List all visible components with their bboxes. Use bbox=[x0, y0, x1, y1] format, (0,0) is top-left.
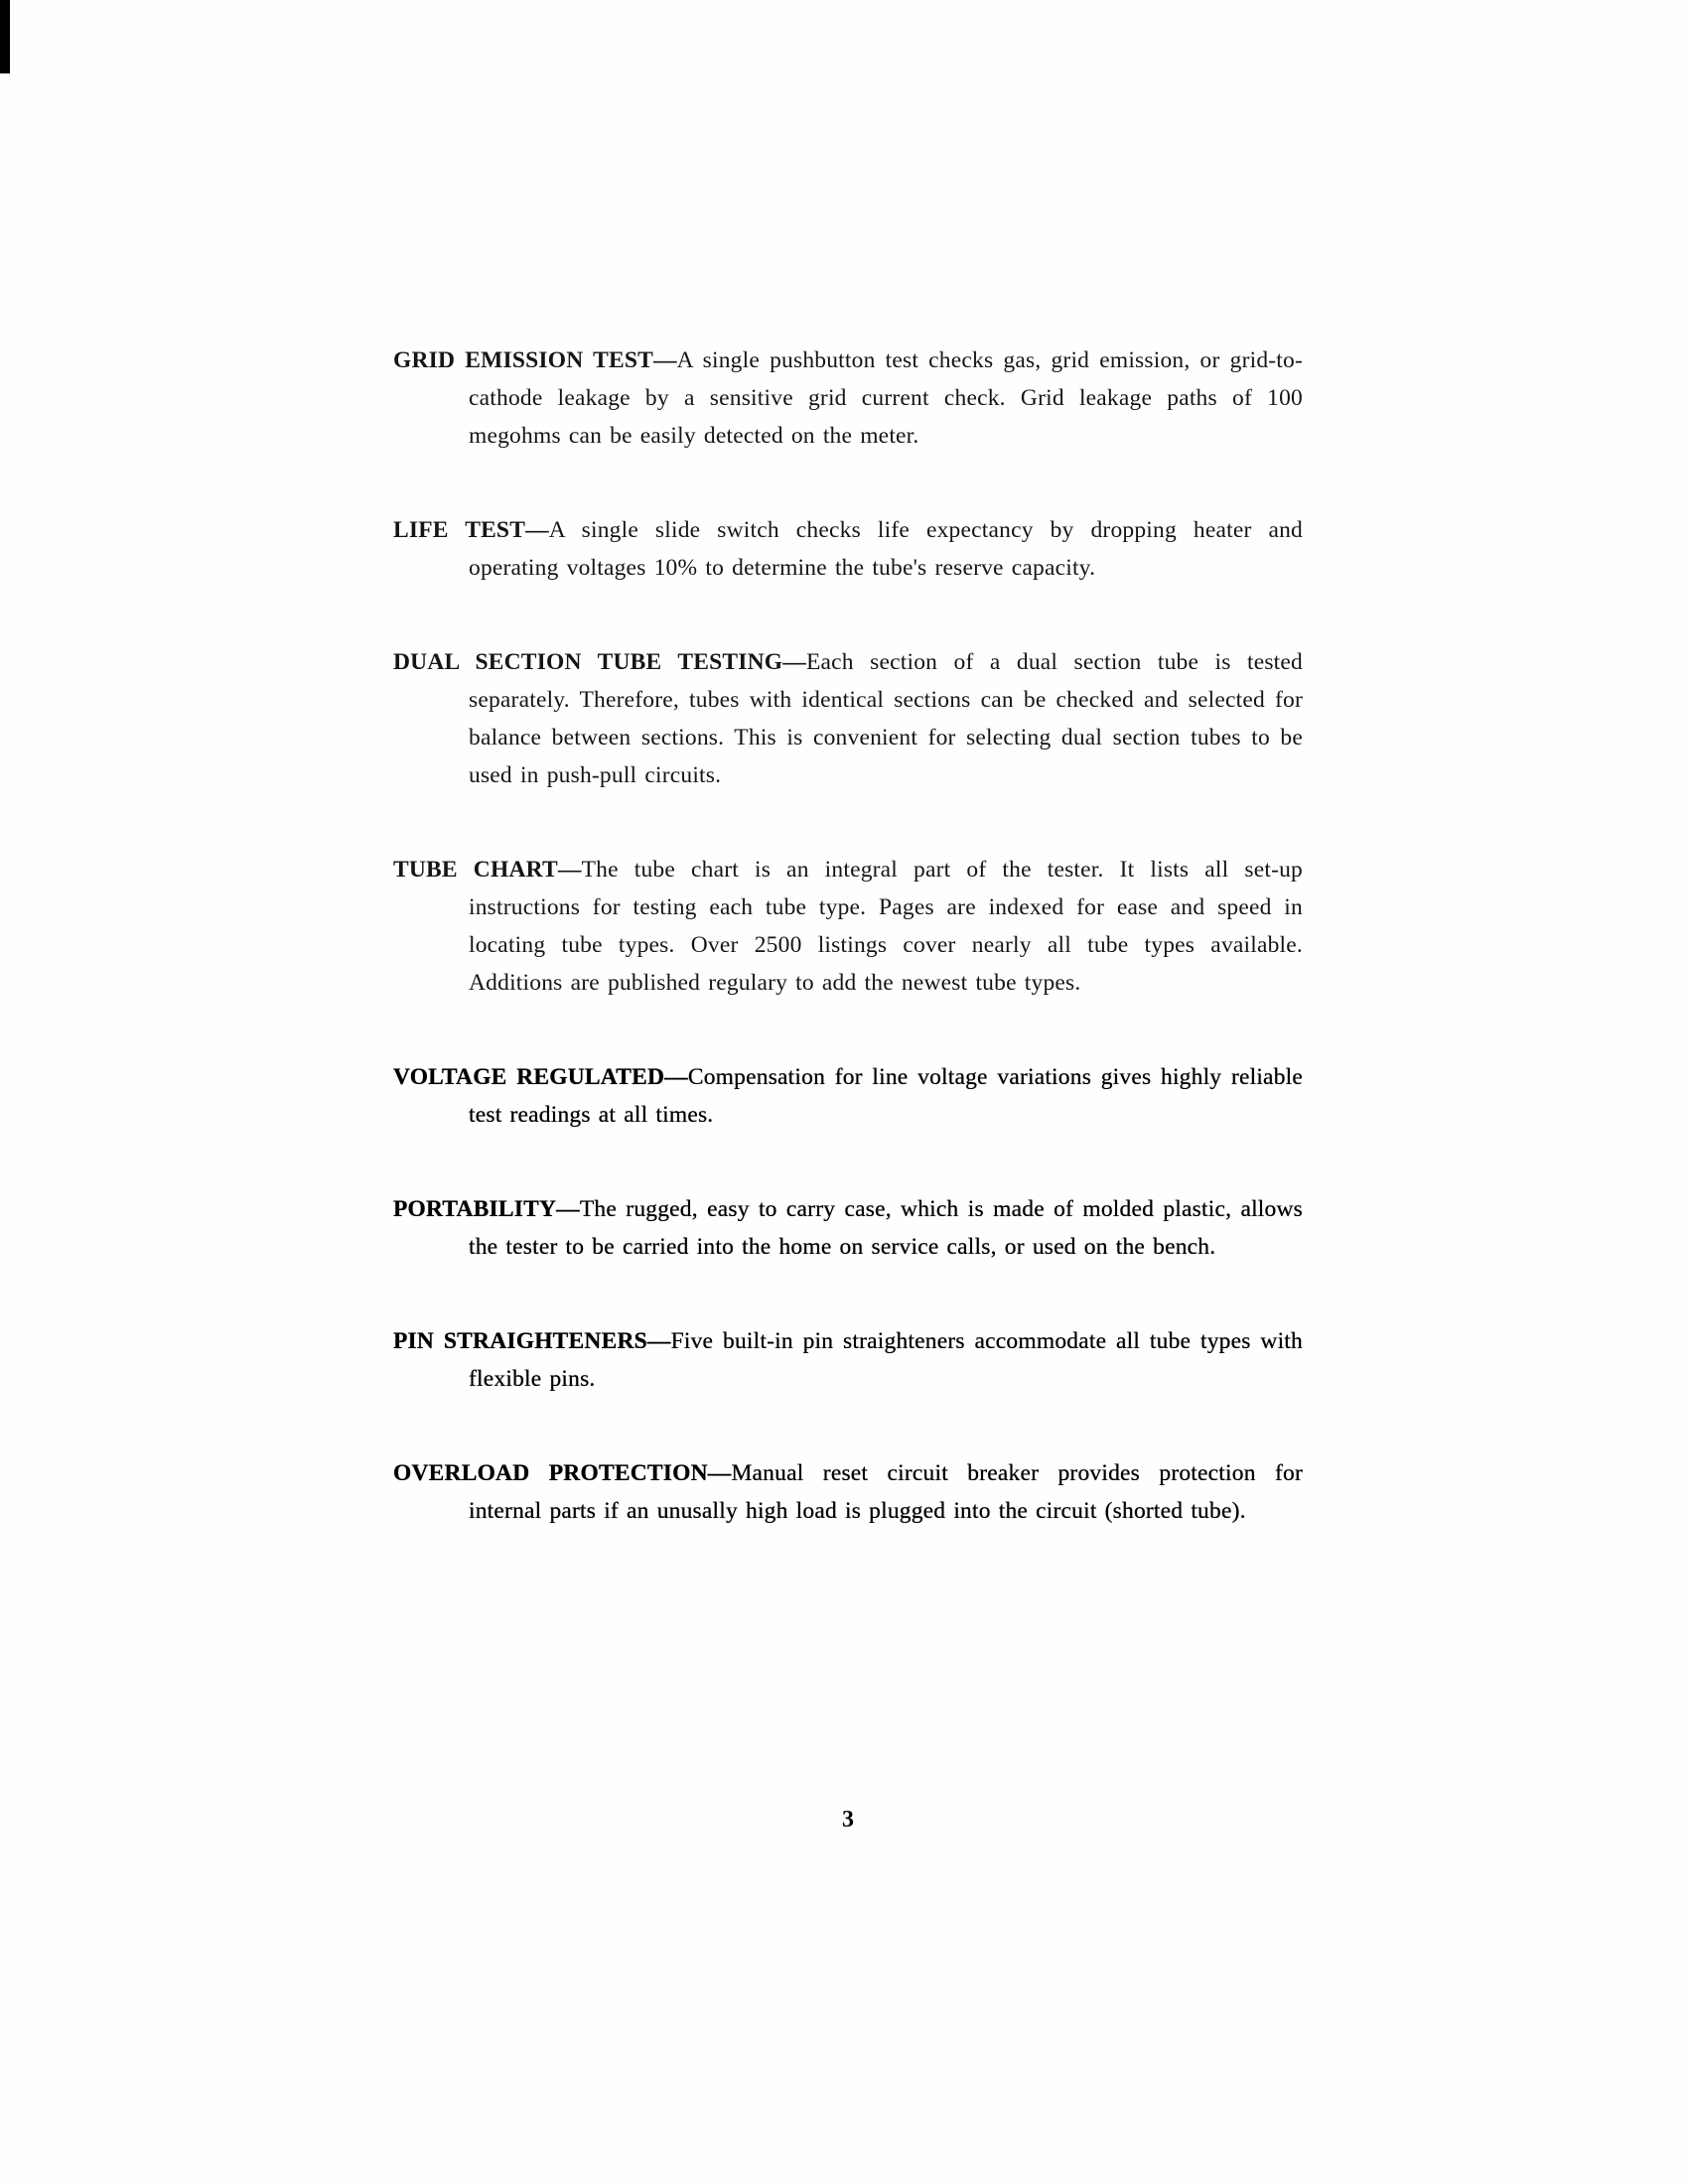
section-overload-protection bbox=[393, 1454, 1303, 1530]
section-dual-section-tube-testing bbox=[393, 643, 1303, 794]
section-body: The rugged, easy to carry case, which is made of molded plastic, allows the tester to be carried into the home on service calls, or used on the bench. bbox=[469, 1196, 1303, 1260]
section-heading: PORTABILITY— bbox=[393, 1196, 580, 1222]
section-body: The tube chart is an integral part of the tester. It lists all set-up instructions for testing each tube type. Pages are indexed for ease and speed in locating tube types. Over 2500 listings cover nearly all tube types available. Additions are published regulary to add the newest tube types. bbox=[469, 857, 1303, 996]
section-heading: TUBE CHART— bbox=[393, 857, 582, 883]
section-body: Five built-in pin straighteners accommodate all tube types with flexible pins. bbox=[469, 1328, 1303, 1392]
section-heading: OVERLOAD PROTECTION— bbox=[393, 1460, 732, 1486]
page-content bbox=[393, 341, 1303, 1530]
section-tube-chart bbox=[393, 851, 1303, 1002]
section-body: Each section of a dual section tube is tested separately. Therefore, tubes with identical sections can be checked and selected for balance between sections. This is convenient for selecting dual section tubes to be used in push-pull circuits. bbox=[469, 649, 1303, 788]
section-heading: PIN STRAIGHTENERS— bbox=[393, 1328, 671, 1354]
section-voltage-regulated bbox=[393, 1058, 1303, 1134]
section-body: Compensation for line voltage variations gives highly reliable test readings at all times. bbox=[469, 1064, 1303, 1128]
section-life-test bbox=[393, 511, 1303, 587]
section-heading: DUAL SECTION TUBE TESTING— bbox=[393, 649, 806, 675]
section-body: Manual reset circuit breaker provides protection for internal parts if an unusally high load is plugged into the circuit (shorted tube). bbox=[469, 1460, 1303, 1524]
section-pin-straighteners bbox=[393, 1322, 1303, 1398]
section-heading: LIFE TEST— bbox=[393, 517, 549, 543]
section-grid-emission-test bbox=[393, 341, 1303, 455]
section-heading: VOLTAGE REGULATED— bbox=[393, 1064, 688, 1090]
scan-artifact-mark bbox=[0, 0, 10, 73]
section-body: A single pushbutton test checks gas, grid emission, or grid-to-cathode leakage by a sensitive grid current check. Grid leakage paths of 100 megohms can be easily detected on the meter. bbox=[469, 347, 1304, 449]
page-number: 3 bbox=[842, 1807, 854, 1833]
section-portability bbox=[393, 1190, 1303, 1266]
section-body: A single slide switch checks life expectancy by dropping heater and operating voltages 10% to determine the tube's reserve capacity. bbox=[469, 517, 1303, 581]
section-heading: GRID EMISSION TEST— bbox=[393, 347, 677, 373]
